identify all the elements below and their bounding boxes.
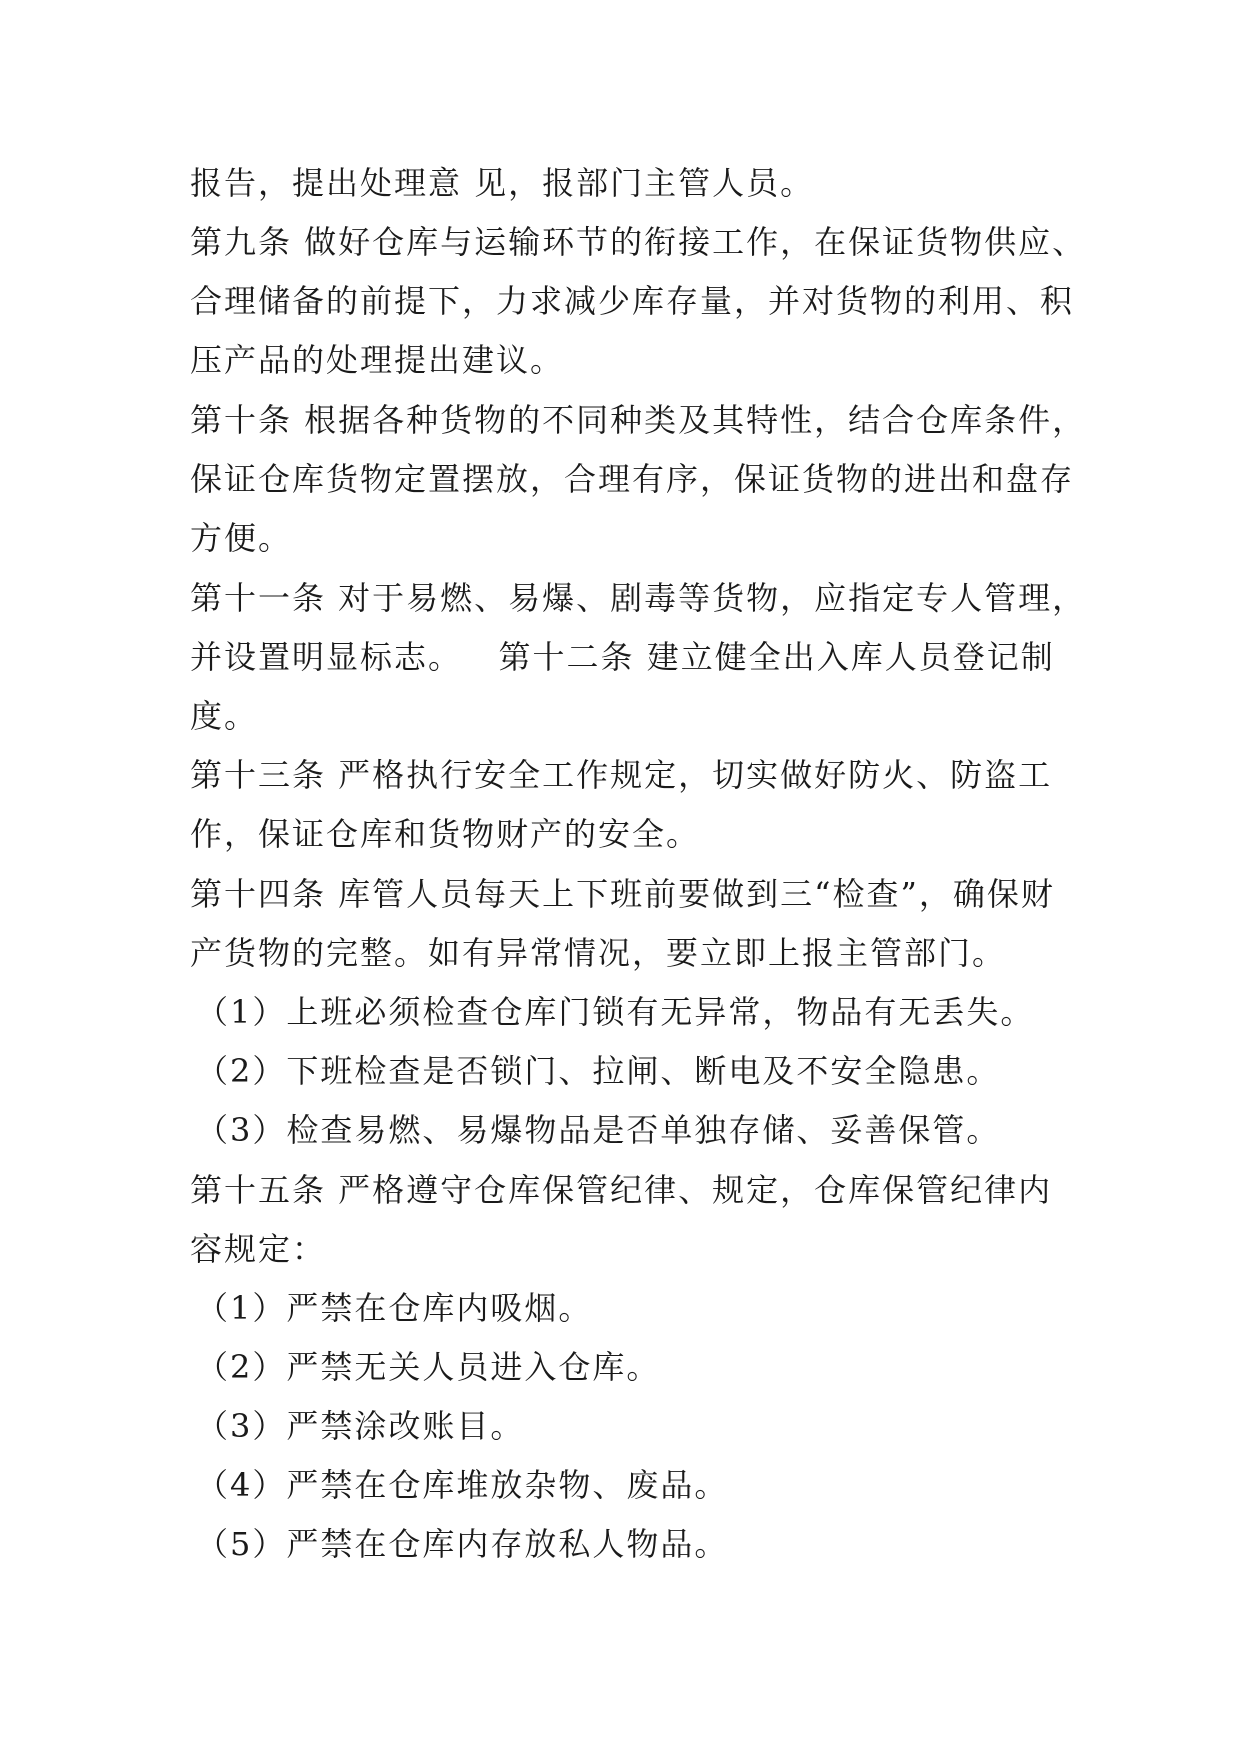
text-line: 合理储备的前提下，力求减少库存量，并对货物的利用、积 (190, 282, 1075, 320)
text-line: 产货物的完整。如有异常情况，要立即上报主管部门。 (190, 934, 1007, 972)
list-item: （4）严禁在仓库堆放杂物、废品。 (196, 1466, 729, 1504)
text-line: 第十条 根据各种货物的不同种类及其特性，结合仓库条件， (190, 401, 1087, 439)
text-line: 保证仓库货物定置摆放，合理有序，保证货物的进出和盘存 (190, 460, 1075, 498)
text-line: 度。 (190, 697, 259, 735)
text-line: 方便。 (190, 519, 293, 557)
list-item: （5）严禁在仓库内存放私人物品。 (196, 1525, 729, 1563)
text-line: 并设置明显标志。 第十二条 建立健全出入库人员登记制 (190, 638, 1055, 676)
list-item: （1）严禁在仓库内吸烟。 (196, 1289, 593, 1327)
text-line: 第十五条 严格遵守仓库保管纪律、规定，仓库保管纪律内 (190, 1171, 1053, 1209)
text-line: 第九条 做好仓库与运输环节的衔接工作，在保证货物供应、 (190, 223, 1087, 261)
text-line: 第十一条 对于易燃、易爆、剧毒等货物，应指定专人管理， (190, 579, 1087, 617)
list-item: （3）检查易燃、易爆物品是否单独存储、妥善保管。 (196, 1111, 1001, 1149)
list-item: （1）上班必须检查仓库门锁有无异常，物品有无丢失。 (196, 993, 1035, 1031)
text-line: 报告，提出处理意 见，报部门主管人员。 (190, 164, 815, 202)
list-item: （2）严禁无关人员进入仓库。 (196, 1348, 661, 1386)
text-line: 容规定： (190, 1230, 327, 1268)
list-item: （2）下班检查是否锁门、拉闸、断电及不安全隐患。 (196, 1052, 1001, 1090)
text-line: 第十四条 库管人员每天上下班前要做到三“检查”，确保财 (190, 875, 1055, 913)
text-line: 第十三条 严格执行安全工作规定，切实做好防火、防盗工 (190, 756, 1053, 794)
text-line: 作，保证仓库和货物财产的安全。 (190, 815, 701, 853)
text-line: 压产品的处理提出建议。 (190, 341, 565, 379)
list-item: （3）严禁涂改账目。 (196, 1407, 525, 1445)
